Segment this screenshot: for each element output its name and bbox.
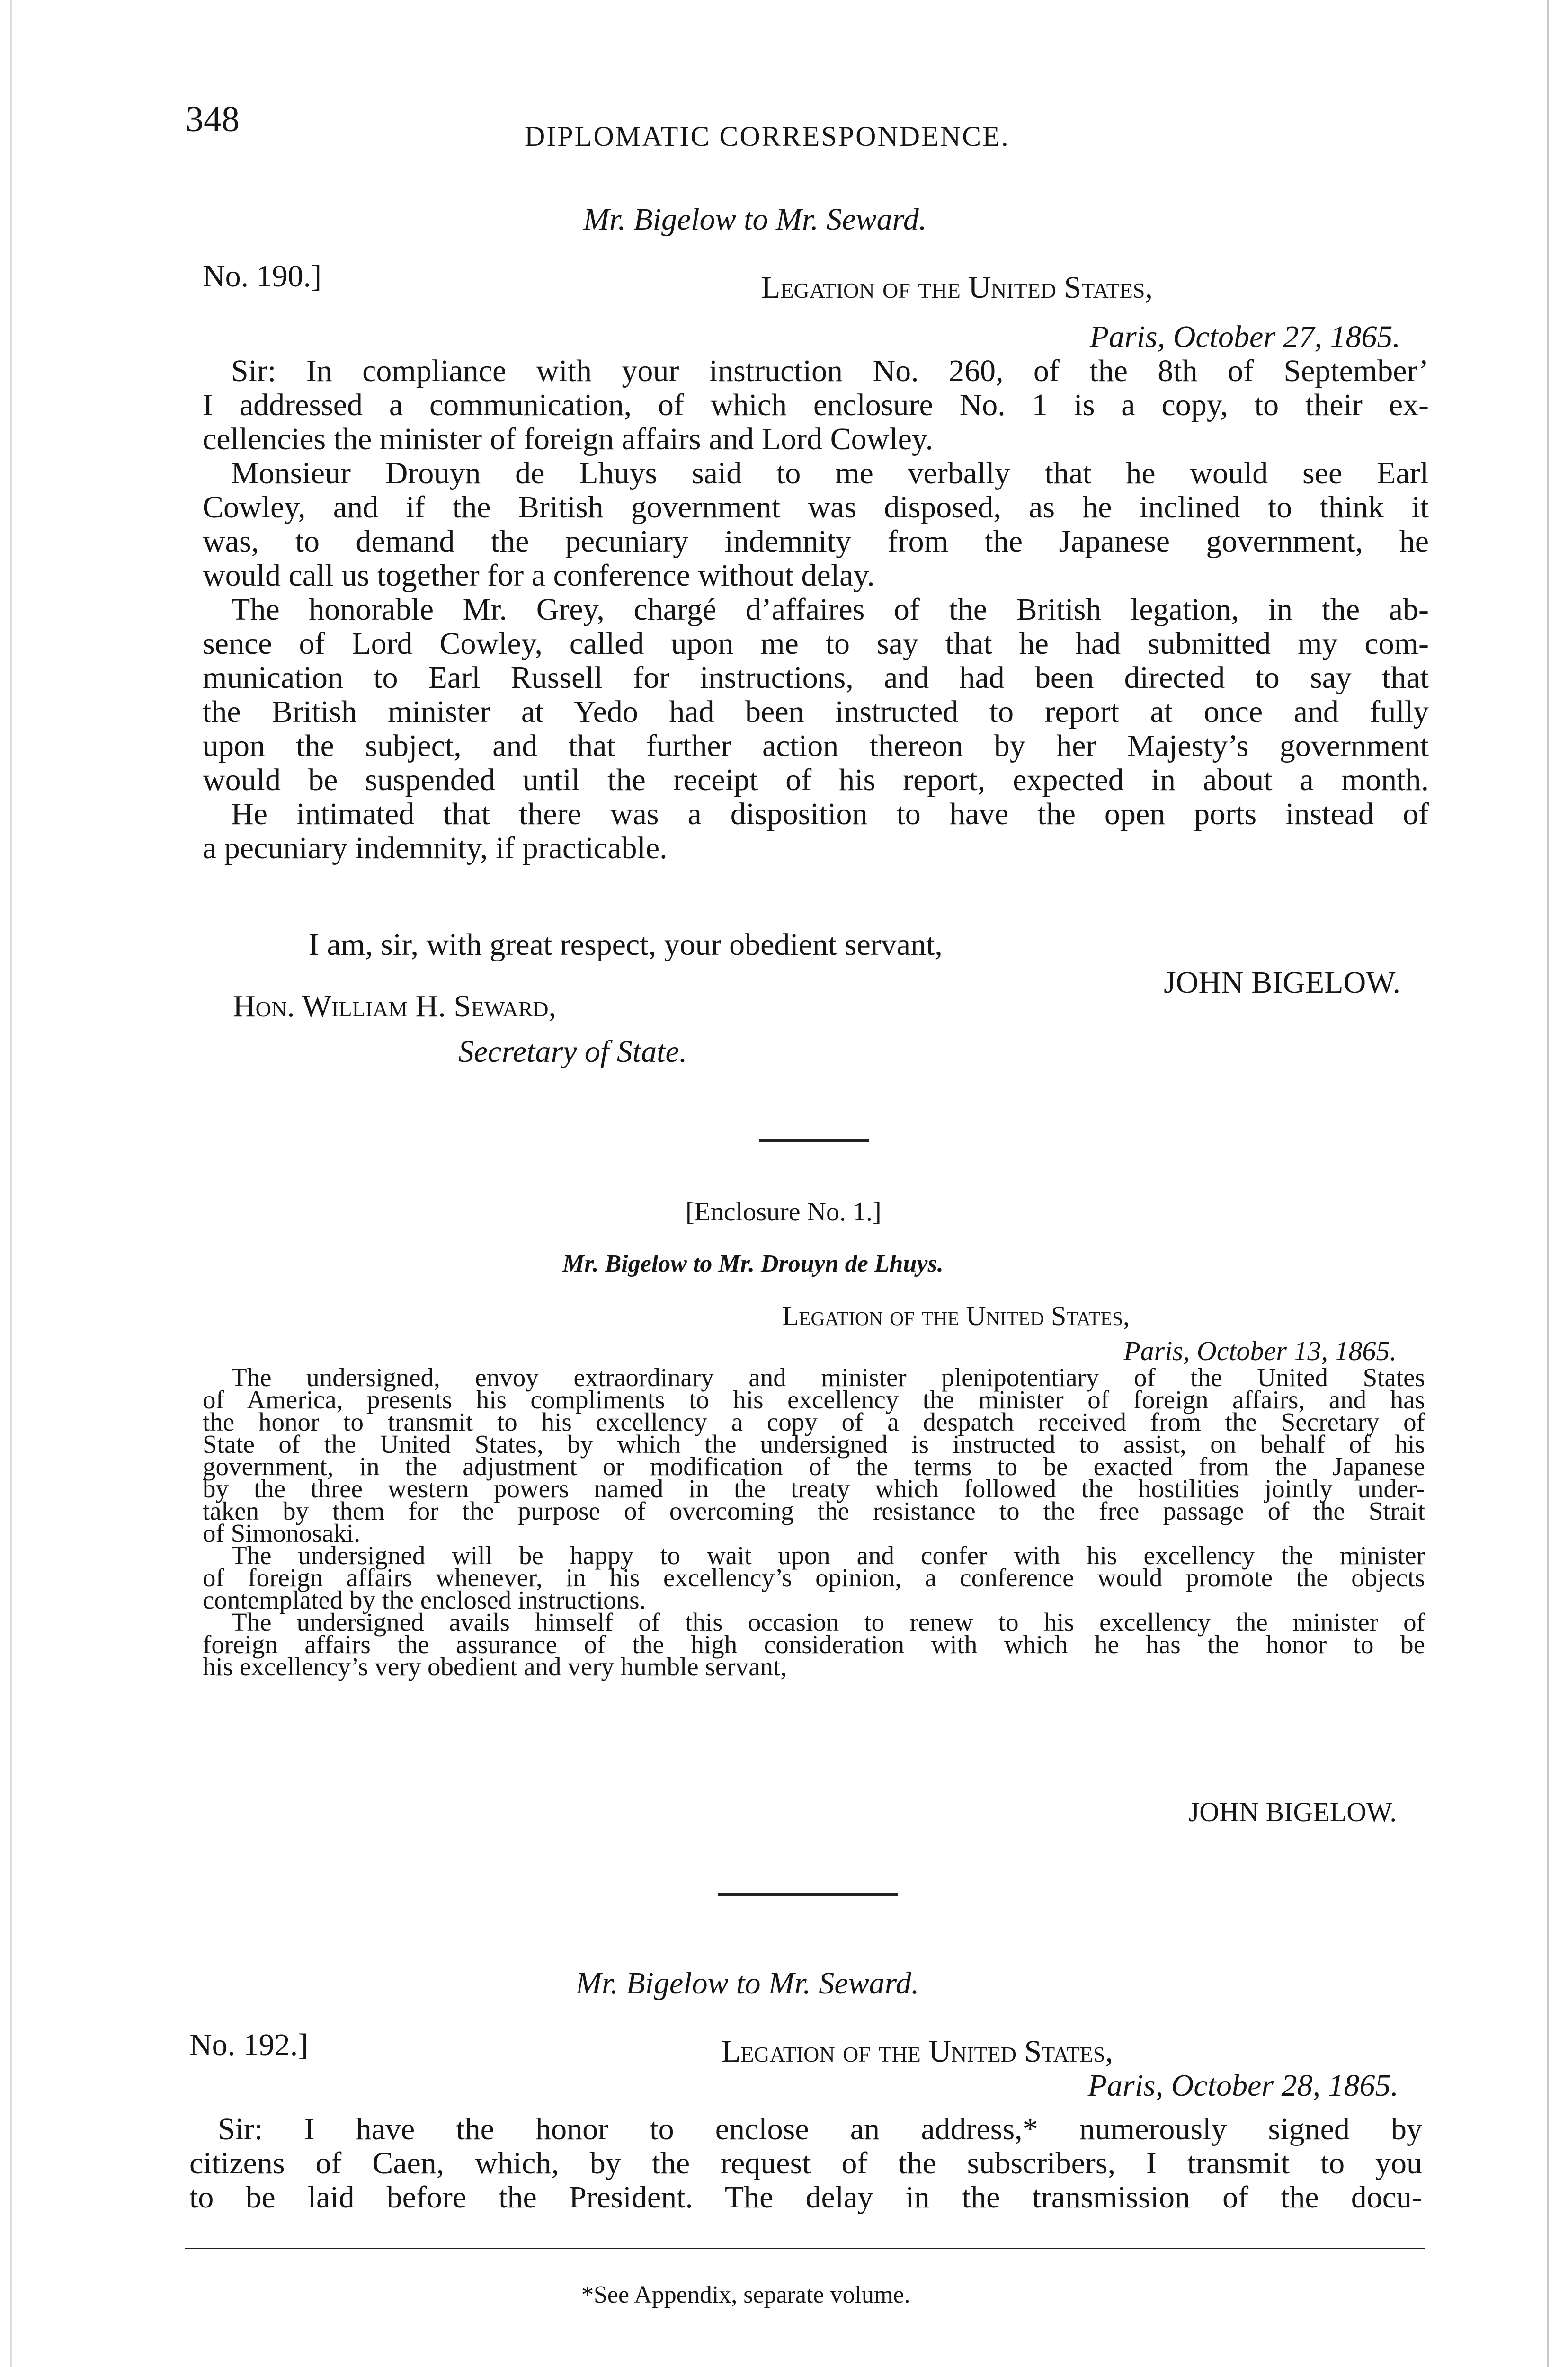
letter2-p1-l1: Sir: I have the honor to enclose an address,* numerously signed by [218, 2112, 1422, 2146]
letter1-p3-l4: the British minister at Yedo had been instructed to report at once and fully [203, 694, 1429, 729]
page-edge-right [1547, 0, 1549, 2367]
footnote: *See Appendix, separate volume. [581, 2281, 910, 2308]
letter2-body [189, 2112, 1422, 2215]
enclosure-p2-l2: of foreign affairs whenever, in his excellency’s opinion, a conference would promote the objects [203, 1563, 1425, 1592]
letter1-addressee-title: Secretary of State. [458, 1034, 687, 1069]
letter1-p2-l3: was, to demand the pecuniary indemnity from the Japanese government, he [203, 524, 1429, 559]
enclosure-signature: JOHN BIGELOW. [1188, 1797, 1397, 1827]
enclosure-p1-l6: by the three western powers named in the treaty which followed the hostilities jointly under- [203, 1474, 1425, 1503]
section-divider-1 [759, 1139, 869, 1142]
letter1-p2-l2: Cowley, and if the British government was disposed, as he inclined to think it [203, 490, 1429, 525]
letter2-p1-l2: citizens of Caen, which, by the request of the subscribers, I transmit to you [189, 2146, 1422, 2180]
letter1-p3-l6: would be suspended until the receipt of his report, expected in about a month. [203, 763, 1429, 797]
enclosure-p1-l7: taken by them for the purpose of overcoming the resistance to the free passage of the Strait [203, 1496, 1425, 1525]
letter2-place-date: Paris, October 28, 1865. [1087, 2068, 1399, 2103]
enclosure-p3-l1: The undersigned avails himself of this occasion to renew to his excellency the minister of [231, 1608, 1425, 1637]
enclosure-p2-l1: The undersigned will be happy to wait upon and confer with his excellency the minister [231, 1541, 1425, 1570]
enclosure-place-date: Paris, October 13, 1865. [1123, 1335, 1397, 1366]
enclosure-legation: Legation of the United States, [782, 1300, 1130, 1331]
enclosure-p2-l3: contemplated by the enclosed instructions. [203, 1585, 646, 1614]
letter1-p1-l3: cellencies the minister of foreign affairs and Lord Cowley. [203, 422, 934, 456]
enclosure-body [203, 1363, 1425, 1681]
letter1-body [203, 354, 1429, 865]
enclosure-p1-l4: State of the United States, by which the undersigned is instructed to assist, on behalf of his [203, 1430, 1425, 1459]
letter1-p3-l2: sence of Lord Cowley, called upon me to say that he had submitted my com- [203, 626, 1429, 661]
enclosure-p1-l3: the honor to transmit to his excellency a copy of a despatch received from the Secretary of [203, 1407, 1425, 1436]
page-edge-left [10, 0, 12, 2367]
letter1-legation: Legation of the United States, [761, 270, 1153, 305]
running-title: DIPLOMATIC CORRESPONDENCE. [525, 121, 1010, 152]
enclosure-p3-l2: foreign affairs the assurance of the high consideration with which he has the honor to be [203, 1630, 1425, 1659]
enclosure-label: [Enclosure No. 1.] [686, 1197, 882, 1227]
letter1-p2-l1: Monsieur Drouyn de Lhuys said to me verbally that he would see Earl [231, 456, 1429, 490]
letter1-p2-l4: would call us together for a conference without delay. [203, 558, 875, 593]
letter1-addressee-name: Hon. William H. Seward, [233, 989, 557, 1023]
letter2-heading: Mr. Bigelow to Mr. Seward. [576, 1966, 919, 2001]
letter1-signature: JOHN BIGELOW. [1164, 965, 1400, 1000]
letter1-p1-l2: I addressed a communication, of which enclosure No. 1 is a copy, to their ex- [203, 388, 1429, 422]
letter1-p3-l5: upon the subject, and that further action thereon by her Majesty’s government [203, 729, 1429, 763]
letter1-heading: Mr. Bigelow to Mr. Seward. [583, 202, 927, 237]
letter1-p3-l3: munication to Earl Russell for instructions, and had been directed to say that [203, 660, 1429, 695]
letter2-p1-l3: to be laid before the President. The delay in the transmission of the docu- [189, 2180, 1422, 2215]
letter2-legation: Legation of the United States, [722, 2034, 1113, 2069]
letter2-number: No. 192.] [189, 2028, 309, 2062]
enclosure-p1-l2: of America, presents his compliments to his excellency the minister of foreign affairs, and has [203, 1385, 1425, 1414]
letter1-p3-l1: The honorable Mr. Grey, chargé d’affaires of the British legation, in the ab- [231, 592, 1429, 627]
enclosure-heading: Mr. Bigelow to Mr. Drouyn de Lhuys. [562, 1250, 944, 1277]
enclosure-p3-l3: his excellency’s very obedient and very humble servant, [203, 1652, 787, 1681]
enclosure-p1-l8: of Simonosaki. [203, 1519, 361, 1548]
enclosure-p1-l5: government, in the adjustment or modification of the terms to be exacted from the Japanese [203, 1452, 1425, 1481]
letter1-p4-l2: a pecuniary indemnity, if practicable. [203, 831, 668, 865]
letter1-number: No. 190.] [203, 259, 322, 294]
letter1-closing: I am, sir, with great respect, your obedient servant, [309, 927, 943, 962]
letter1-p4-l1: He intimated that there was a disposition to have the open ports instead of [231, 797, 1429, 831]
section-divider-2 [718, 1893, 898, 1896]
letter1-p1-l1: Sir: In compliance with your instruction No. 260, of the 8th of September’ [231, 354, 1429, 388]
page-number: 348 [186, 99, 240, 139]
footnote-rule [185, 2248, 1425, 2249]
letter1-place-date: Paris, October 27, 1865. [1089, 320, 1400, 354]
enclosure-p1-l1: The undersigned, envoy extraordinary and minister plenipotentiary of the United States [231, 1363, 1425, 1392]
